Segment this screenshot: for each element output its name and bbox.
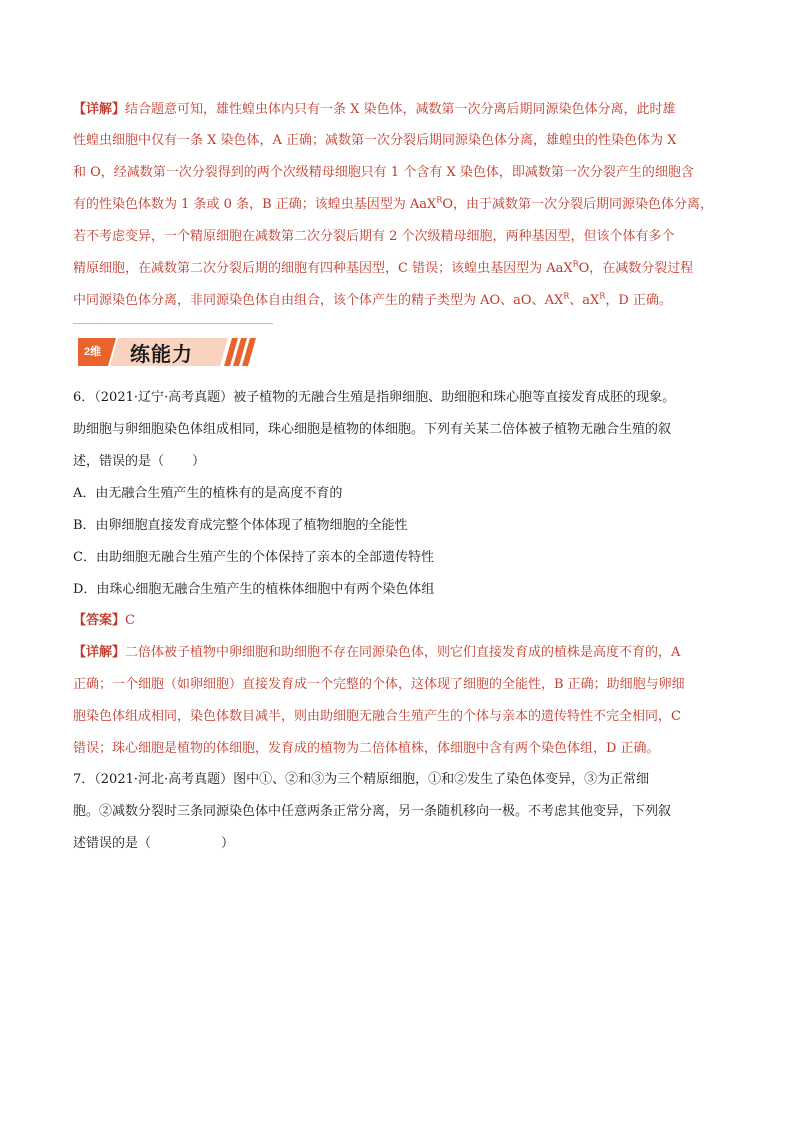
text-line: 中同源染色体分离，非同源染色体自由组合，该个体产生的精子类型为 AO、aO、$AX^R$、$aX^R$，D 正确。 (73, 291, 672, 308)
text-line: 【详解】结合题意可知，雄性蝗虫体内只有一条 X 染色体，减数第一次分离后期同源染色体分离，此时雄 (73, 102, 676, 117)
text-line: 若不考虑变异，一个精原细胞在减数第二次分裂后期有 2 个次级精母细胞，两种基因型，但该个体有多个 (73, 229, 675, 244)
text-line: 胞染色体组成相同，染色体数目减半，则由助细胞无融合生殖产生的个体与亲本的遗传特性不完全相同，C (73, 709, 681, 724)
question-stem-line: 助细胞与卵细胞染色体组成相同，珠心细胞是植物的体细胞。下列有关某二倍体被子植物无融合生殖的叙 (73, 422, 672, 437)
answer-value: C (125, 613, 135, 628)
text-line: 性蝗虫细胞中仅有一条 X 染色体，A 正确；减数第一次分裂后期同源染色体分离，雄蝗虫的性染色体为 X (73, 133, 677, 148)
question-stem-line: 7．（2021·河北·高考真题）图中①、②和③为三个精原细胞，①和②发生了染色体变异，③为正常细 (73, 772, 650, 787)
answer-tag: 【答案】 (73, 613, 126, 628)
question-stem-line: 述错误的是（ ） (73, 836, 235, 851)
question-stem-line: 6．（2021·辽宁·高考真题）被子植物的无融合生殖是指卵细胞、助细胞和珠心胞等直接发育成胚的现象。 (73, 390, 676, 405)
text-line: 精原细胞，在减数第二次分裂后期的细胞有四种基因型，C 错误；该蝗虫基因型为 AaX$^R$O，在减数分裂过程 (73, 259, 694, 276)
detail-tag: 【详解】 (73, 102, 126, 117)
banner-badge: 2维 (84, 346, 102, 358)
text-line: 和 O，经减数第一次分裂得到的两个次级精母细胞只有 1 个含有 X 染色体，即减数第一次分裂产生的细胞含 (73, 165, 694, 180)
text-line: 【详解】二倍体被子植物中卵细胞和助细胞不存在同源染色体，则它们直接发育成的植株是高度不育的，A (73, 645, 681, 660)
text-line: 有的性染色体数为 1 条或 0 条，B 正确；该蝗虫基因型为 AaX$^R$O，由于减数第一次分裂后期同源染色体分离， (73, 195, 713, 212)
answer-line (73, 612, 135, 630)
text-line: 正确；一个细胞（如卵细胞）直接发育成一个完整的个体，这体现了细胞的全能性，B 正确；助细胞与卵细 (73, 677, 685, 692)
text-line: 错误；珠心细胞是植物的体细胞，发育成的植物为二倍体植株，体细胞中含有两个染色体组，D 正确。 (73, 741, 660, 756)
option-b: B．由卵细胞直接发育成完整个体体现了植物细胞的全能性 (73, 518, 408, 533)
section-banner (78, 334, 258, 370)
question-stem-line: 述，错误的是（ ） (73, 454, 206, 469)
question-stem-line: 胞。②减数分裂时三条同源染色体中任意两条正常分离，另一条随机移向一极。不考虑其他变异，下列叙 (73, 804, 672, 819)
option-d: D．由珠心细胞无融合生殖产生的植株体细胞中有两个染色体组 (73, 582, 435, 597)
section-title: 练能力 (130, 342, 193, 366)
detail-tag: 【详解】 (73, 645, 126, 660)
section-divider (73, 323, 273, 324)
option-a: A．由无融合生殖产生的植株有的是高度不育的 (73, 486, 343, 501)
option-c: C．由助细胞无融合生殖产生的个体保持了亲本的全部遗传特性 (73, 550, 434, 565)
